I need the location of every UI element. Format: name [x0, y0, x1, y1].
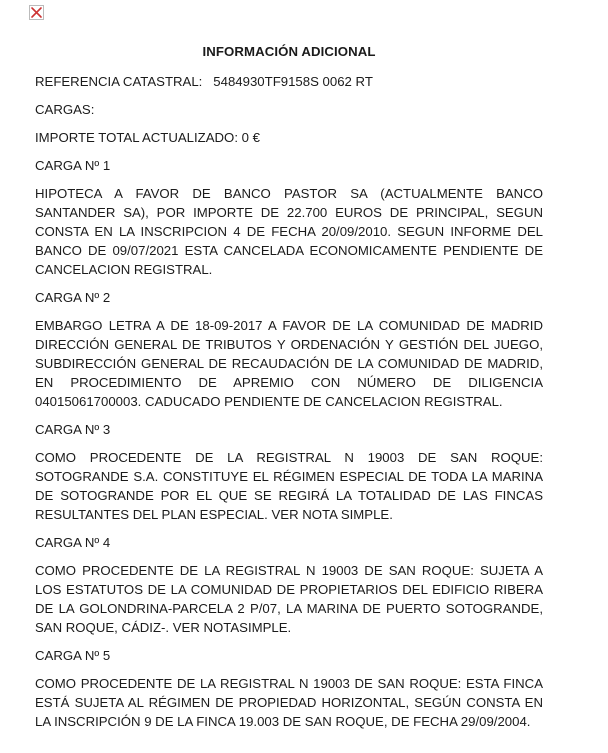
carga-1-heading: CARGA Nº 1 [35, 158, 111, 173]
carga-3-body: COMO PROCEDENTE DE LA REGISTRAL N 19003 DE SAN ROQUE: SOTOGRANDE S.A. CONSTITUYE EL RÉGIMEN ESPECIAL DE TODA LA MARINA DE SOTOGRANDE POR EL QUE SE REGIRÁ LA TOTALIDAD DE LAS FINCAS RESULTANTES DEL PLAN ESPECIAL. VER NOTA SIMPLE. [35, 450, 543, 522]
page-title: INFORMACIÓN ADICIONAL [202, 44, 376, 59]
carga-2-body: EMBARGO LETRA A DE 18-09-2017 A FAVOR DE LA COMUNIDAD DE MADRID DIRECCIÓN GENERAL DE TRIBUTOS Y ORDENACIÓN Y GESTIÓN DEL JUEGO, SUBDIRECCIÓN GENERAL DE RECAUDACIÓN DE LA COMUNIDAD DE MADRID, EN PROCEDIMIENTO DE APREMIO CON NÚMERO DE DILIGENCIA 04015061700003. CADUCADO PENDIENTE DE CANCELACION REGISTRAL. [35, 318, 543, 409]
carga-4-body: COMO PROCEDENTE DE LA REGISTRAL N 19003 DE SAN ROQUE: SUJETA A LOS ESTATUTOS DE LA COMUNIDAD DE PROPIETARIOS DEL EDIFICIO RIBERA DE LA GOLONDRINA-PARCELA 2 P/07, LA MARINA DE PUERTO SOTOGRANDE, SAN ROQUE, CÁDIZ-. VER NOTASIMPLE. [35, 563, 543, 635]
carga-section-5 [35, 646, 543, 731]
carga-4-heading: CARGA Nº 4 [35, 535, 111, 550]
carga-3-heading: CARGA Nº 3 [35, 422, 111, 437]
carga-5-body: COMO PROCEDENTE DE LA REGISTRAL N 19003 DE SAN ROQUE: ESTA FINCA ESTÁ SUJETA AL RÉGIMEN DE PROPIEDAD HORIZONTAL, SEGÚN CONSTA EN LA INSCRIPCIÓN 9 DE LA FINCA 19.003 DE SAN ROQUE, DE FECHA 29/09/2004. [35, 676, 543, 729]
carga-1-body: HIPOTECA A FAVOR DE BANCO PASTOR SA (ACTUALMENTE BANCO SANTANDER SA), POR IMPORTE DE 22.700 EUROS DE PRINCIPAL, SEGUN CONSTA EN LA INSCRIPCION 4 DE FECHA 20/09/2010. SEGUN INFORME DEL BANCO DE 09/07/2021 ESTA CANCELADA ECONOMICAMENTE PENDIENTE DE CANCELACION REGISTRAL. [35, 186, 543, 277]
carga-section-1 [35, 156, 543, 279]
carga-2-heading: CARGA Nº 2 [35, 290, 111, 305]
carga-section-4 [35, 533, 543, 637]
carga-5-heading: CARGA Nº 5 [35, 648, 111, 663]
cargas-label: CARGAS: [35, 102, 95, 117]
importe-total-line: IMPORTE TOTAL ACTUALIZADO: 0 € [35, 130, 260, 145]
referencia-catastral-line: REFERENCIA CATASTRAL: 5484930TF9158S 0062 RT [35, 74, 373, 89]
carga-section-2 [35, 288, 543, 411]
carga-section-3 [35, 420, 543, 524]
